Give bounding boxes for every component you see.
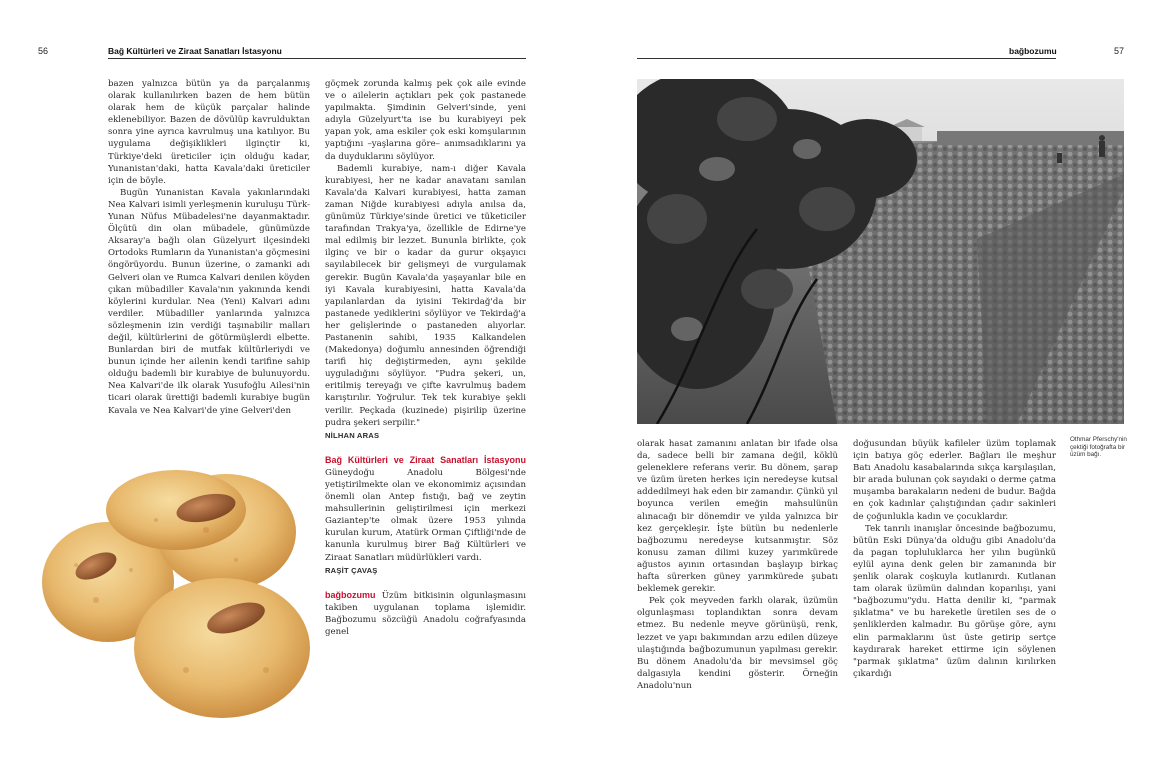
page-number-right: 57 (1114, 46, 1125, 56)
header-rule-right (637, 58, 1056, 59)
author-signature: NİLHAN ARAS (325, 430, 380, 440)
paragraph: Bugün Yunanistan Kavala yakınlarındaki Nea Kalvari isimli yerleşmenin kuruluşu Türk-Yunan Nüfus Mübadelesi'ne dayanmaktadır. Ölçütü din olan mübadele, günümüzde Aksaray'a bağlı olan Güzelyurt ilçesindeki Ortodoks Rumların da Yunanistan'a göçmesini öngörüyordu. Bunun üzerine, o zamanki adı Gelveri olan ve Rumca Kalvari denilen köyden çıkan mübadiller Kavala'nın yakınında kendi köylerini kurdular. Nea (Yeni) Kalvari adını verdiler. Mübadiller yanlarında yalnızca sözleşmenin izin verdiği taşınabilir malları değil, kültürlerini de götürmüşlerdi elbette. Bunlardan biri de mutfak kültürleriydi ve bunun içinde her ailenin kendi tarifine sahip olduğu bademli bir kurabiye de bulunuyordu. Nea Kalvari'de ilk olarak Yusufoğlu Ailesi'nin ticari olarak ürettiği bademli kurabiye bugün Kavala ve Nea Kalvari'de yine Gelveri'den (108, 187, 310, 416)
photo-caption: Othmar Pferschy'nin çektiği fotoğrafta bir üzüm bağı. (1070, 436, 1127, 459)
paragraph: olarak hasat zamanını anlatan bir ifade olsa da, sadece belli bir zamana değil, köklü geleneklere referans verir. Bu dönem, şarap ve üzüm üreten herkes için neredeyse kutsal addedilmeyi hak eden bir zamandır. Çünkü yıl boyunca verilen emeğin mahsulünün alınacağı bir dönemdir ve yılda yalnızca bir kez gerçekleşir. İşte bütün bu nedenlerle bağbozumu neredeyse kutsanmıştır. Söz konusu zaman dilimi kuzey yarımkürede ağustos ayının ortasından başlayıp birkaç hafta sürerken güney yarımkürede şubatı beklemek gerekir. (637, 439, 838, 595)
running-head-left: Bağ Kültürleri ve Ziraat Sanatları İstasyonu (108, 46, 282, 56)
paragraph: doğusundan büyük kafileler üzüm toplamak için batıya göç ederler. Bağları ile meşhur Batı Anadolu kasabalarında sıkça karşılaşılan, bir arada bulunan çok sayıdaki o derme çatma muşamba barakaların nedeni de budur. Bağda en çok kadınlar çalıştığından çadır sakinleri de çoğunlukla kadın ve çocuklardır. (853, 439, 1056, 522)
paragraph: Bademli kurabiye, nam-ı diğer Kavala kurabiyesi, her ne kadar anavatanı sanılan Kavala'da Kalvari kurabiyesi, hatta zaman zaman Niğde kurabiyesi adıyla anılsa da, günümüz Türkiye'sinde üretici ve tüketiciler tarafından Trakya'ya, özellikle de Edirne'ye mal edilmiş bir lezzet. Bununla birlikte, çok ilginç ve bir o kadar da gurur okşayıcı sayılabilecek bir gelişmeyi de vurgulamak gerekir. Bugün Kavala'da yaşayanlar bile en iyi Kavala kurabiyesini, hatta Kavala'da yapılanlardan da iyisini Tekirdağ'da bir pastanede yediklerini söylüyor ve Tekirdağ'a her gelişlerinde o pastaneden alıyorlar. Pastanenin sahibi, 1935 Kalkandelen (Makedonya) doğumlu annesinden öğrendiği tarifi hiç değiştirmeden, aynı şekilde uyguladığını söylüyor. "Pudra şekeri, un, eritilmiş tereyağı ve çifte kavrulmuş badem karıştırılır. Yoğrulur. Tek tek kurabiye şekli verilir. Peçkada (kuzinede) pişirilip üzerine pudra şekeri serpilir." (325, 163, 526, 428)
vineyard-photo (637, 79, 1124, 424)
left-column-2 (325, 78, 526, 638)
running-head-right: bağbozumu (1009, 46, 1057, 56)
glossary-entry-institute (325, 454, 526, 564)
paragraph: bazen yalnızca bütün ya da parçalanmış olarak kullanılırken bazen de hem bütün olarak hem de küçük parçalar halinde eklenebiliyor. Bazen de dövülüp kavrulduktan sonra yine ayrıca kavrulmuş una katılıyor. Bu uygulama değişiklikleri ilginçtir ki, Türkiye'deki üreticiler için olduğu kadar, Yunanistan'daki, hatta Kavala'daki üreticiler için de böyle. (108, 79, 310, 186)
left-column-1 (108, 78, 310, 417)
paragraph: Pek çok meyveden farklı olarak, üzümün olgunlaşması toplandıktan sonra devam etmez. Bu nedenle meyve görünüşü, renk, lezzet ve yapı bakımından arzu edilen düzeye ulaştığında bağbozumunun yapılması gerekir. Bu dönem Anadolu'da bir mevsimsel göç dalgasıyla kendini gösterir. Örneğin Anadolu'nun (637, 596, 838, 691)
glossary-heading: Bağ Kültürleri ve Ziraat Sanatları İstasyonu (325, 454, 526, 465)
glossary-heading: bağbozumu (325, 589, 376, 600)
page-number-left: 56 (38, 46, 49, 56)
glossary-text: Güneydoğu Anadolu Bölgesi'nde yetiştirilmekte olan ve ekonomimiz açısından önemli olan Antep fıstığı, bağ ve zeytin mahsullerinin geliştirilmesi için merkezi Gaziantep'te olmak üzere 1953 yılında kurulan kurum, Atatürk Orman Çiftliği'nde de kanunla kurulmuş birer Bağ Kültürleri ve Ziraat Sanatları müdürlükleri vardı. (325, 467, 526, 563)
paragraph: göçmek zorunda kalmış pek çok aile evinde ve o ailelerin açtıkları pek çok pastanede yapılmakta. Şimdinin Gelveri'sinde, yeni adıyla Güzelyurt'ta ise bu kurabiyeyi pek yapan yok, ama eskiler çok eski komşularının yaptığını –yaşlarına göre– anımsadıklarını ya da duyduklarını söylüyor. (325, 79, 526, 162)
glossary-text: Üzüm bitkisinin olgunlaşmasını takiben uygulanan toplama işlemidir. Bağbozumu sözcüğü Anadolu coğrafyasında genel (325, 590, 526, 638)
paragraph: Tek tanrılı inanışlar öncesinde bağbozumu, bütün Eski Dünya'da olduğu gibi Anadolu'da da pagan topluluklarca her yılın bugünkü eylül ayına denk gelen bir zamanında bir şenlik olarak coşkuyla kutlanırdı. Kutlanan tam olarak üzümün dalından koparılışı, yani "bağbozumu"ydu. Hatta denilir ki, "parmak şıklatma" ve bu hareketle üretilen ses de o şenliklerden kalmadır. Bu görüşe göre, aynı elin parmaklarını üst üste getirip sertçe kaydırarak hareket ettirme için söylenen "parmak şıklatma" üzüm dalının kırılırken çıkardığı (853, 523, 1056, 679)
almond-cookies-image (36, 470, 320, 722)
header-rule-left (108, 58, 526, 59)
right-column-1 (637, 438, 838, 692)
right-column-2 (853, 438, 1056, 680)
author-signature: RAŞİT ÇAVAŞ (325, 565, 378, 575)
glossary-entry-bagbozumu (325, 589, 526, 638)
